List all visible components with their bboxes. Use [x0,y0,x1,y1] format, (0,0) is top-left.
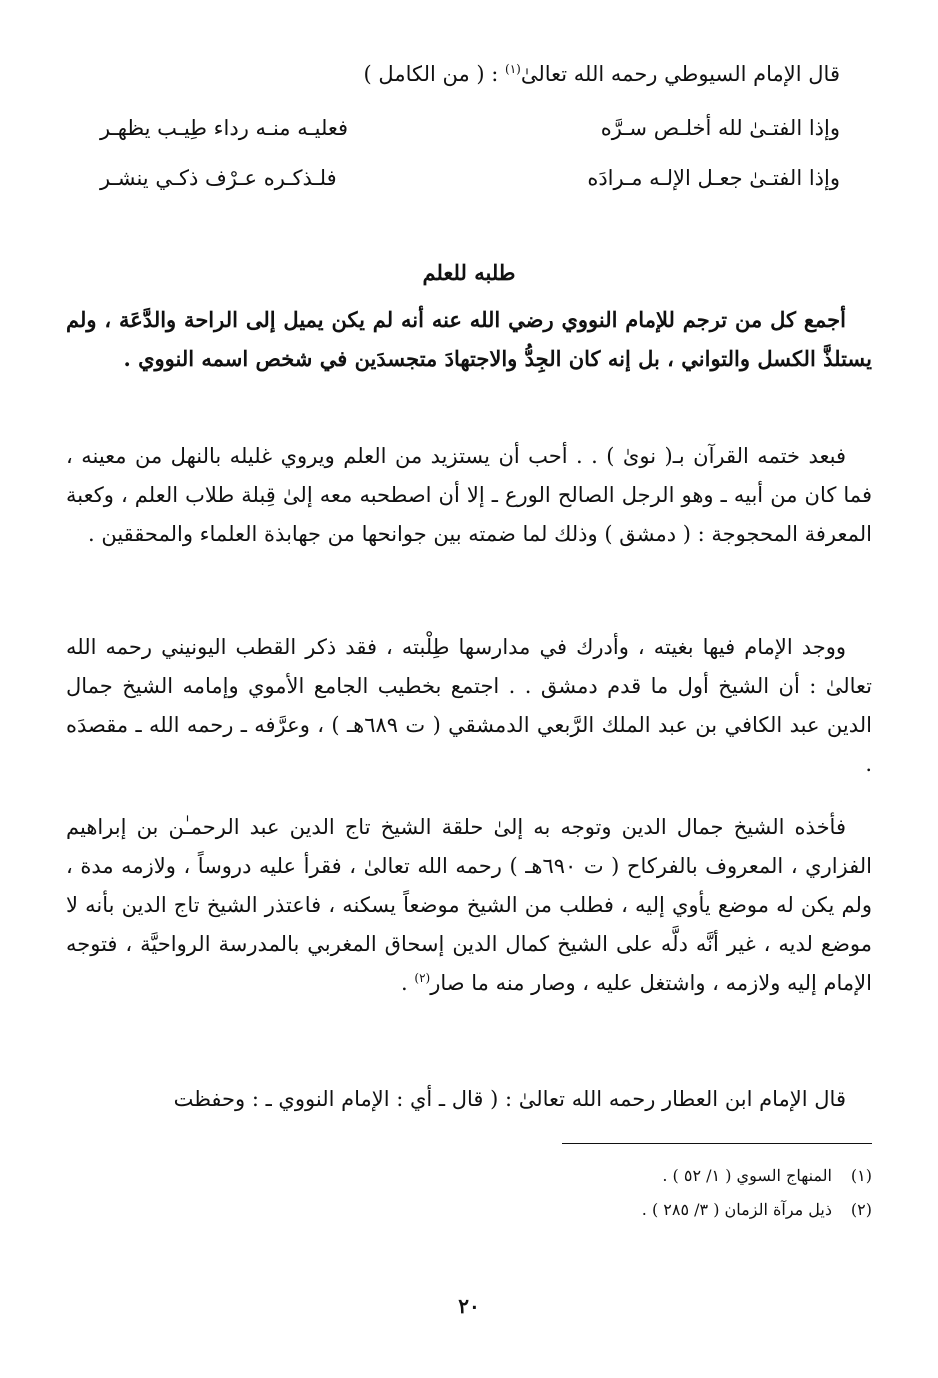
footnote-ref-2: (٢) [414,971,431,985]
poem-intro [364,62,840,86]
footnote-2 [642,1200,872,1219]
paragraph-2: فبعد ختمه القرآن بـ( نوىٰ ) . . أحب أن يستزيد من العلم ويروي غليله بالنهل من معينه ، فما كان من أبيه ـ وهو الرجل الصالح الورع ـ إلا أن اصطحبه معه إلىٰ قِبلة طلاب العلم ، وكعبة المعرفة المحجوجة : ( دمشق ) وذلك لما ضمته بين جوانحها من جهابذة العلماء والمحققين . [66,444,872,546]
verse-2-second-hemistich: فلـذكـره عـرْف ذكـي ينشـر [100,166,337,190]
footnote-1-text: المنهاج السوي ( ١/ ٥٢ ) . [662,1166,832,1185]
footnote-1-number: (١) [850,1166,872,1185]
footnote-1 [662,1166,872,1185]
paragraph-4-end: . [401,971,415,995]
verse-1-first-hemistich: وإذا الفتـىٰ لله أخلـص سـرَّه [600,116,840,140]
footnote-ref-1: (١) [505,62,521,76]
footnote-2-number: (٢) [850,1200,872,1219]
poem-meter: : ( من الكامل ) [363,62,499,86]
paragraph-4-text: فأخذه الشيخ جمال الدين وتوجه به إلىٰ حلقة الشيخ تاج الدين عبد الرحمـٰن بن إبراهيم الفزاري ، المعروف بالفركاح ( ت ٦٩٠هـ ) رحمه الله تعالىٰ ، فقرأ عليه دروساً ، ولازمه مدة ، ولم يكن له موضع يأوي إليه ، فطلب من الشيخ موضعاً يسكنه ، فاعتذر الشيخ تاج الدين بأنه لا موضع لديه ، غير أنَّه دلَّه على الشيخ كمال الدين إسحاق المغربي بالمدرسة الرواحيَّة ، فتوجه الإمام إليه ولازمه ، واشتغل عليه ، وصار منه ما صار [66,815,873,995]
paragraph-4 [66,808,872,1003]
verse-line-1 [100,116,840,140]
verse-1-second-hemistich: فعليـه منـه رداء طِيـب يظهـر [100,116,349,140]
verse-2-first-hemistich: وإذا الفتـىٰ جعـل الإلـه مـرادَه [587,166,840,190]
footnote-divider [562,1143,872,1144]
poem-intro-text: قال الإمام السيوطي رحمه الله تعالىٰ [520,62,840,86]
paragraph-3: ووجد الإمام فيها بغيته ، وأدرك في مدارسها طِلْبته ، فقد ذكر القطب اليونيني رحمه الله تعالىٰ : أن الشيخ أول ما قدم دمشق . . اجتمع بخطيب الجامع الأموي وإمامه الشيخ جمال الدين عبد الكافي بن عبد الملك الرَّبعي الدمشقي ( ت ٦٨٩هـ ) ، وعرَّفه ـ رحمه الله ـ مقصدَه . [66,635,872,776]
section-heading: طلبه للعلم [422,260,516,285]
paragraph-5: قال الإمام ابن العطار رحمه الله تعالىٰ : ( قال ـ أي : الإمام النووي ـ : وحفظت [173,1087,846,1111]
paragraph-1: أجمع كل من ترجم للإمام النووي رضي الله عنه أنه لم يكن يميل إلى الراحة والدَّعَة ، ولم يستلذَّ الكسل والتواني ، بل إنه كان الجِدُّ والاجتهادَ متجسدَين في شخص اسمه النووي . [66,307,872,371]
footnote-2-text: ذيل مرآة الزمان ( ٣/ ٢٨٥ ) . [641,1200,832,1219]
page-number: ٢٠ [458,1294,480,1318]
verse-line-2 [100,166,840,190]
